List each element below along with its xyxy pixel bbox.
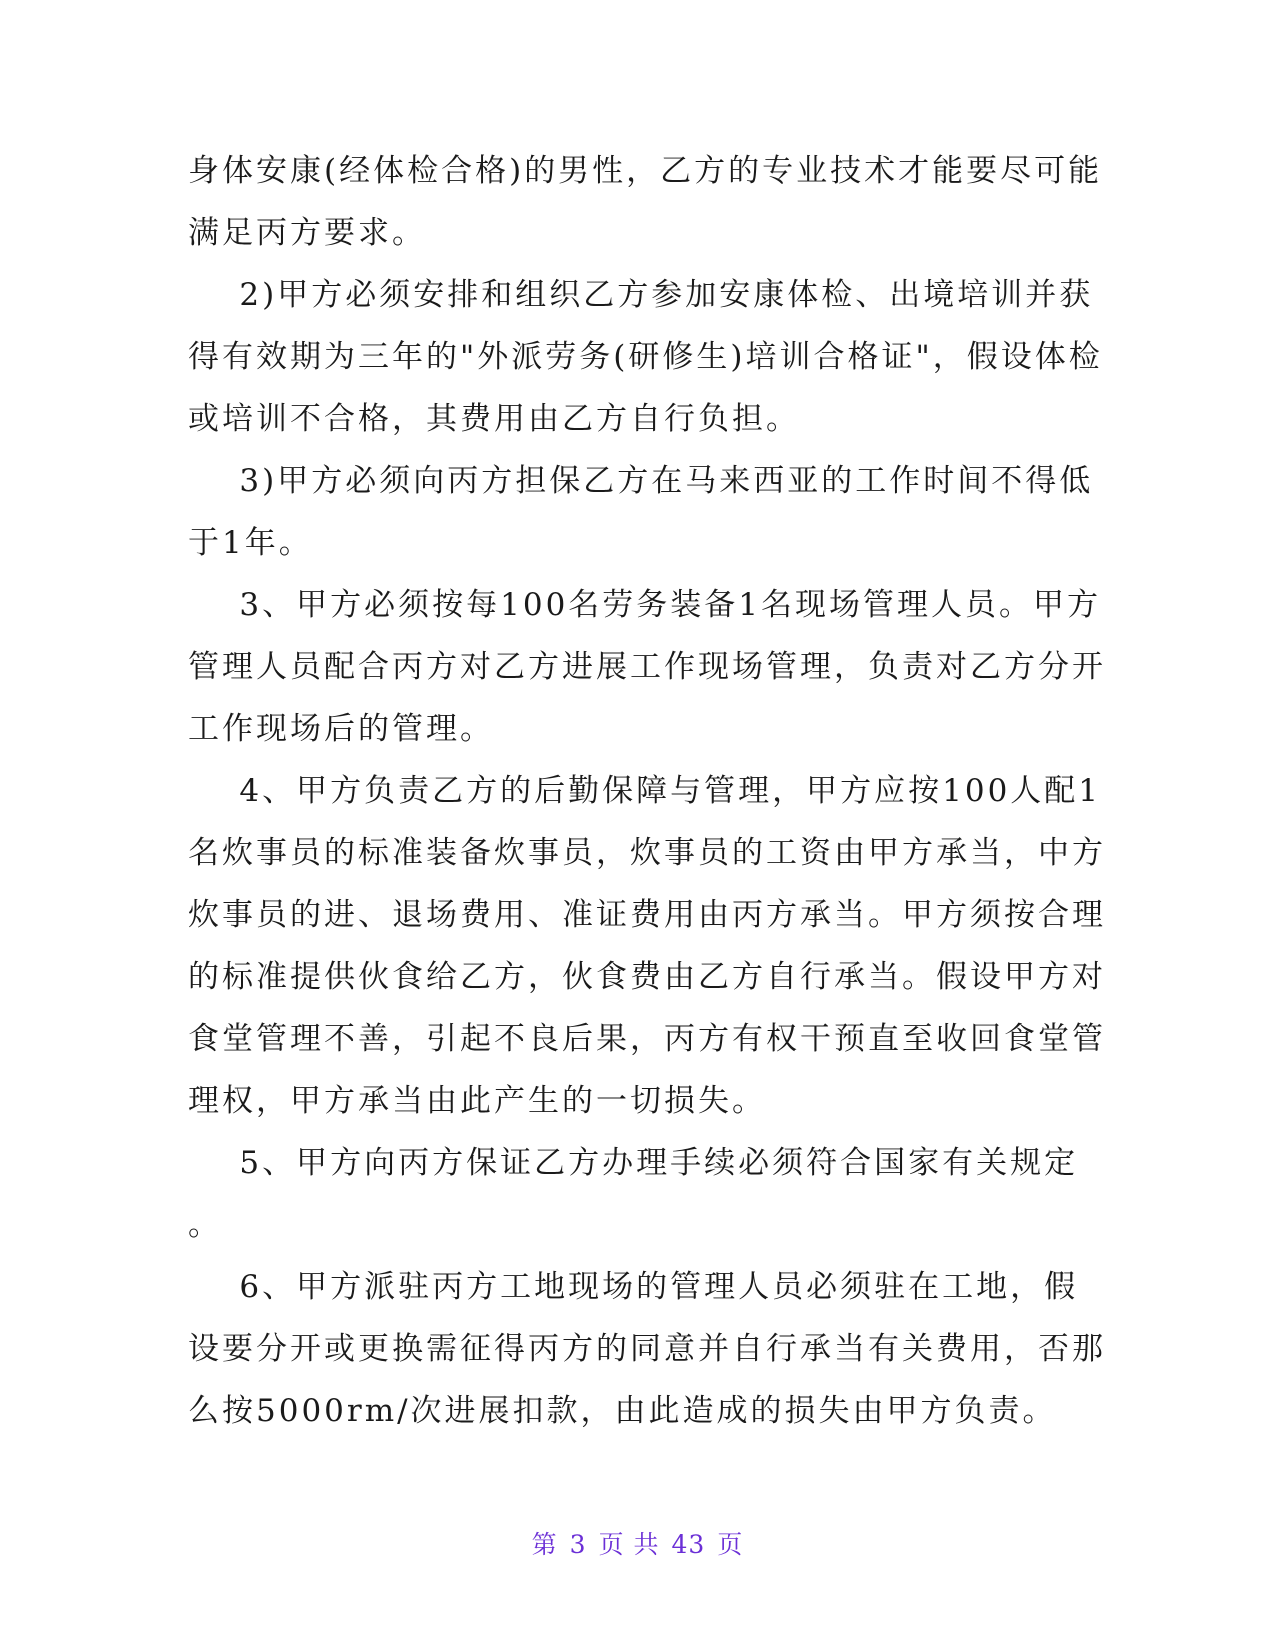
text-line: 名炊事员的标准装备炊事员，炊事员的工资由甲方承当，中方 [188,835,1106,871]
footer-middle: 页 共 [598,1530,660,1559]
text-line: 工作现场后的管理。 [188,711,494,747]
text-line: 4、甲方负责乙方的后勤保障与管理，甲方应按100人配1 [188,773,1102,809]
text-line: 5、甲方向丙方保证乙方办理手续必须符合国家有关规定 [188,1145,1079,1181]
text-line: 得有效期为三年的"外派劳务(研修生)培训合格证"，假设体检 [188,339,1103,375]
text-line: 么按5000rm/次进展扣款，由此造成的损失由甲方负责。 [188,1393,1057,1429]
text-line: 的标准提供伙食给乙方，伙食费由乙方自行承当。假设甲方对 [188,959,1106,995]
text-line: 理权，甲方承当由此产生的一切损失。 [188,1083,766,1119]
total-page-count: 43 [671,1530,706,1559]
text-line: 3)甲方必须向丙方担保乙方在马来西亚的工作时间不得低 [188,463,1094,499]
text-line: 于1年。 [188,525,313,561]
text-line: 炊事员的进、退场费用、准证费用由丙方承当。甲方须按合理 [188,897,1106,933]
text-line: 满足丙方要求。 [188,215,426,251]
text-line: 3、甲方必须按每100名劳务装备1名现场管理人员。甲方 [188,587,1102,623]
text-line: 或培训不合格，其费用由乙方自行负担。 [188,401,800,437]
text-line: 食堂管理不善，引起不良后果，丙方有权干预直至收回食堂管 [188,1021,1106,1057]
footer-suffix: 页 [717,1530,744,1559]
text-line: 身体安康(经体检合格)的男性，乙方的专业技术才能要尽可能 [188,153,1103,189]
text-line: 。 [188,1207,222,1243]
text-line: 6、甲方派驻丙方工地现场的管理人员必须驻在工地，假 [188,1269,1079,1305]
text-line: 管理人员配合丙方对乙方进展工作现场管理，负责对乙方分开 [188,649,1106,685]
document-body [188,140,1106,1442]
current-page-number: 3 [569,1530,587,1559]
page-footer [0,1525,1275,1561]
text-line: 设要分开或更换需征得丙方的同意并自行承当有关费用，否那 [188,1331,1106,1367]
text-line: 2)甲方必须安排和组织乙方参加安康体检、出境培训并获 [188,277,1094,313]
footer-prefix: 第 [531,1530,558,1559]
